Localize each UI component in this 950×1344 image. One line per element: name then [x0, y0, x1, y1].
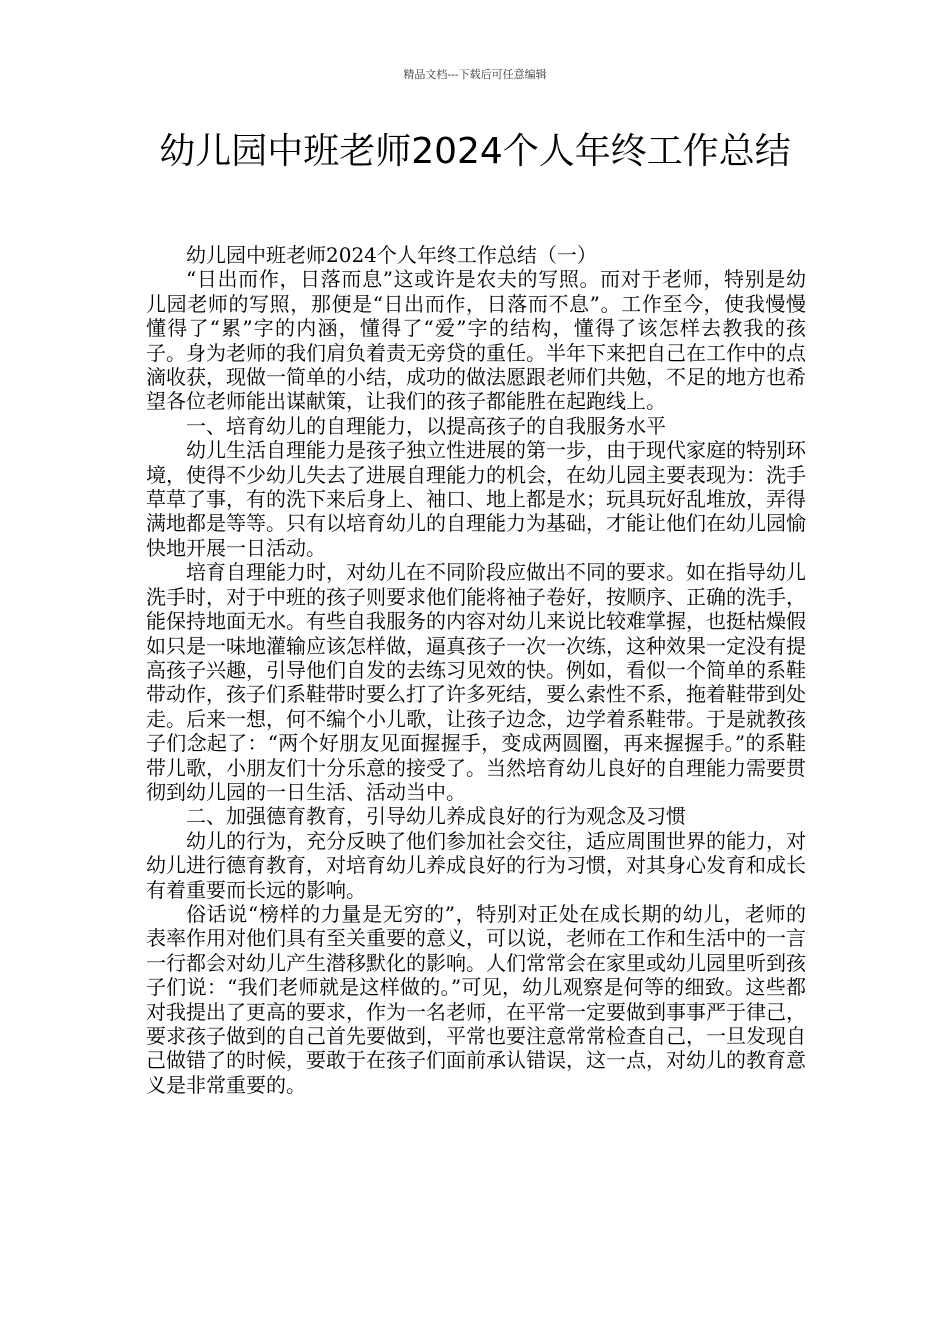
header-note: 精品文档---下载后可任意编辑: [403, 68, 547, 81]
section-heading-2: 二、加强德育教育，引导幼儿养成良好的行为观念及习惯: [186, 804, 686, 829]
intro-paragraph: “日出而作，日落而息”这或许是农夫的写照。而对于老师，特别是幼儿园老师的写照，那便是“日出而作，日落而不息”。工作至今，使我慢慢懂得了“累”字的内涵，懂得了“爱”字的结构，懂得了该怎样去教我的孩子。身为老师的我们肩负着责无旁贷的重任。半年下来把自己在工作中的点滴收获，现做一简单的小结，成功的做法愿跟老师们共勉，不足的地方也希望各位老师能出谋献策，让我们的孩子都能胜在起跑线上。: [146, 267, 806, 414]
section-heading-1: 一、培育幼儿的自理能力，以提高孩子的自我服务水平: [186, 413, 666, 438]
subtitle-paragraph: 幼儿园中班老师2024个人年终工作总结（一）: [186, 243, 597, 267]
body-paragraph: 培育自理能力时，对幼儿在不同阶段应做出不同的要求。如在指导幼儿洗手时，对于中班的孩子则要求他们能将袖子卷好，按顺序、正确的洗手，能保持地面无水。有些自我服务的内容对幼儿来说比较难掌握，也挺枯燥假如只是一味地灌输应该怎样做，逼真孩子一次一次练，这种效果一定没有提高孩子兴趣，引导他们自发的去练习见效的快。例如，看似一个简单的系鞋带动作，孩子们系鞋带时要么打了许多死结，要么索性不系，拖着鞋带到处走。后来一想，何不编个小儿歌，让孩子边念，边学着系鞋带。于是就教孩子们念起了：“两个好朋友见面握握手，变成两圆圈，再来握握手。”的系鞋带儿歌，小朋友们十分乐意的接受了。当然培育幼儿良好的自理能力需要贯彻到幼儿园的一日生活、活动当中。: [146, 560, 806, 804]
body-paragraph: 幼儿的行为，充分反映了他们参加社会交往，适应周围世界的能力，对幼儿进行德育教育，对培育幼儿养成良好的行为习惯，对其身心发育和成长有着重要而长远的影响。: [146, 828, 806, 902]
document-body: [146, 243, 806, 1097]
body-paragraph: 俗话说“榜样的力量是无穷的”，特别对正处在成长期的幼儿，老师的表率作用对他们具有至关重要的意义，可以说，老师在工作和生活中的一言一行都会对幼儿产生潜移默化的影响。人们常常会在家里或幼儿园里听到孩子们说：“我们老师就是这样做的。”可见，幼儿观察是何等的细致。这些都对我提出了更高的要求，作为一名老师，在平常一定要做到事事严于律己，要求孩子做到的自己首先要做到，平常也要注意常常检查自己，一旦发现自己做错了的时候，要敢于在孩子们面前承认错误，这一点，对幼儿的教育意义是非常重要的。: [146, 901, 806, 1097]
body-paragraph: 幼儿生活自理能力是孩子独立性进展的第一步，由于现代家庭的特别环境，使得不少幼儿失去了进展自理能力的机会，在幼儿园主要表现为：洗手草草了事，有的洗下来后身上、袖口、地上都是水；玩具玩好乱堆放，弄得满地都是等等。只有以培育幼儿的自理能力为基础，才能让他们在幼儿园愉快地开展一日活动。: [146, 438, 806, 560]
document-title: 幼儿园中班老师2024个人年终工作总结: [159, 131, 791, 172]
